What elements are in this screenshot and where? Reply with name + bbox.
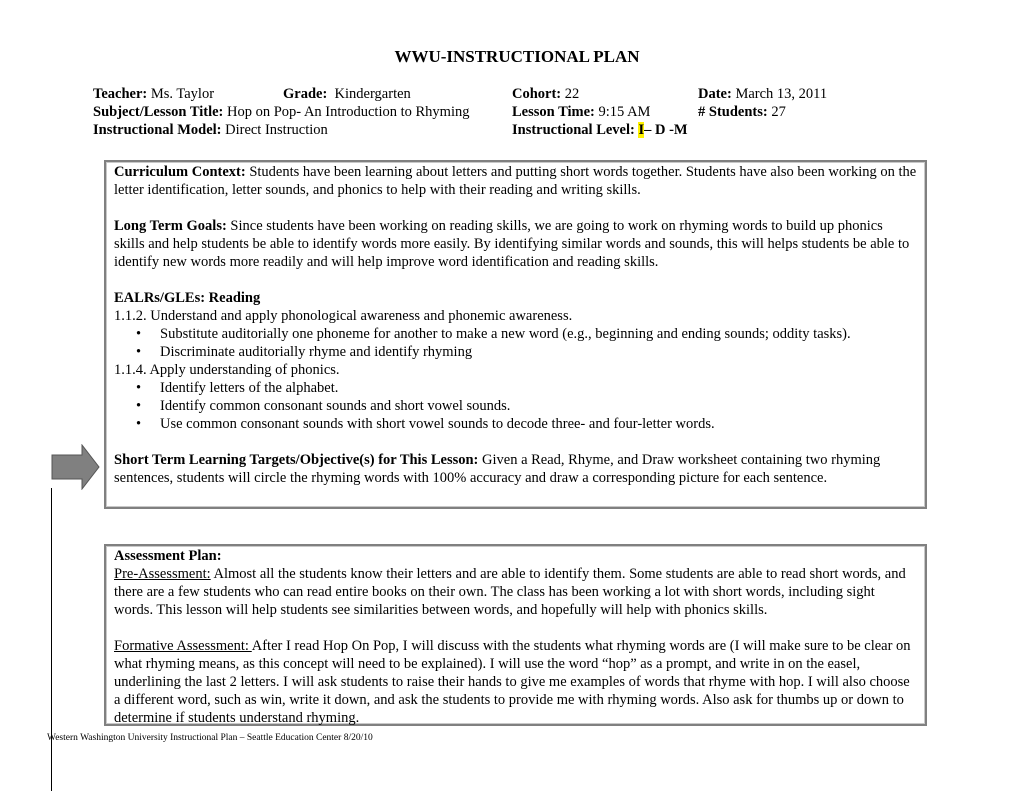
bullet-icon: • [136, 344, 142, 360]
connector-line [51, 488, 52, 791]
standard-1-1-2: 1.1.2. Understand and apply phonological awareness and phonemic awareness. [114, 308, 573, 324]
bullet-icon: • [136, 416, 142, 432]
grade-field: Grade: Kindergarten [283, 86, 411, 102]
bullet-item: • Identify common consonant sounds and short vowel sounds. [136, 398, 511, 414]
page-footer: Western Washington University Instructional Plan – Seattle Education Center 8/20/10 [47, 733, 373, 743]
long-term-goals: Long Term Goals: Since students have been working on reading skills, we are going to work on rhyming words to build up phonics skills and help students be able to identify words more easily. By identifying similar words and sounds, this will helps students be able to identify new words more readily and will help improve word identification and reading skills. [114, 218, 910, 270]
pre-assessment: Pre-Assessment: Almost all the students know their letters and are able to identify them. Some students are able to read short words, and there are a few students who can read entire books on their own. The class has been working a lot with short words, including sight words. This lesson will help students see similarities between words, and hopefully will help with phonics skills. [114, 566, 906, 618]
curriculum-context: Curriculum Context: Students have been learning about letters and putting short words together. Students have also been working on the letter identification, letter sounds, and phonics to help with their reading and writing skills. [114, 164, 917, 198]
bullet-item: • Use common consonant sounds with short vowel sounds to decode three- and four-letter words. [136, 416, 715, 432]
bullet-icon: • [136, 380, 142, 396]
date-field: Date: March 13, 2011 [698, 86, 828, 102]
subject-field: Subject/Lesson Title: Hop on Pop- An Introduction to Rhyming [93, 104, 470, 120]
assessment-heading: Assessment Plan: [114, 548, 222, 564]
model-field: Instructional Model: Direct Instruction [93, 122, 328, 138]
level-highlight: I [638, 122, 645, 138]
context-box [104, 160, 927, 509]
teacher-field: Teacher: Ms. Taylor [93, 86, 215, 102]
students-field: # Students: 27 [698, 104, 786, 120]
ealrs-heading: EALRs/GLEs: Reading [114, 290, 261, 306]
bullet-icon: • [136, 326, 142, 342]
standard-1-1-4: 1.1.4. Apply understanding of phonics. [114, 362, 340, 378]
assessment-box [104, 544, 927, 726]
formative-assessment: Formative Assessment: After I read Hop On Pop, I will discuss with the students what rhyming words are (I will make sure to be clear on what rhyming means, as this concept will need to be explained). I will use the word “hop” as a prompt, and write in on the easel, underlining the last 2 letters. I will ask students to raise their hands to give me examples of words that rhyme with hop. I will also choose a different word, such as win, write it down, and ask the students to provide me with rhyming words. Also ask for thumbs up or down to determine if students understand rhyming. [114, 638, 911, 726]
lesson-time-field: Lesson Time: 9:15 AM [512, 104, 651, 120]
bullet-item: • Discriminate auditorially rhyme and identify rhyming [136, 344, 473, 360]
bullet-icon: • [136, 398, 142, 414]
document-title: WWU-INSTRUCTIONAL PLAN [394, 47, 640, 66]
cohort-field: Cohort: 22 [512, 86, 580, 102]
arrow-right-icon [51, 444, 101, 490]
bullet-item: • Identify letters of the alphabet. [136, 380, 339, 396]
level-field: Instructional Level: I– D -M [512, 122, 688, 138]
short-term-targets: Short Term Learning Targets/Objective(s) for This Lesson: Given a Read, Rhyme, and Draw worksheet containing two rhyming sentences, students will circle the rhyming words with 100% accuracy and draw a corresponding picture for each sentence. [114, 452, 881, 486]
bullet-item: • Substitute auditorially one phoneme for another to make a new word (e.g., beginning and ending sounds; oddity tasks). [136, 326, 851, 342]
